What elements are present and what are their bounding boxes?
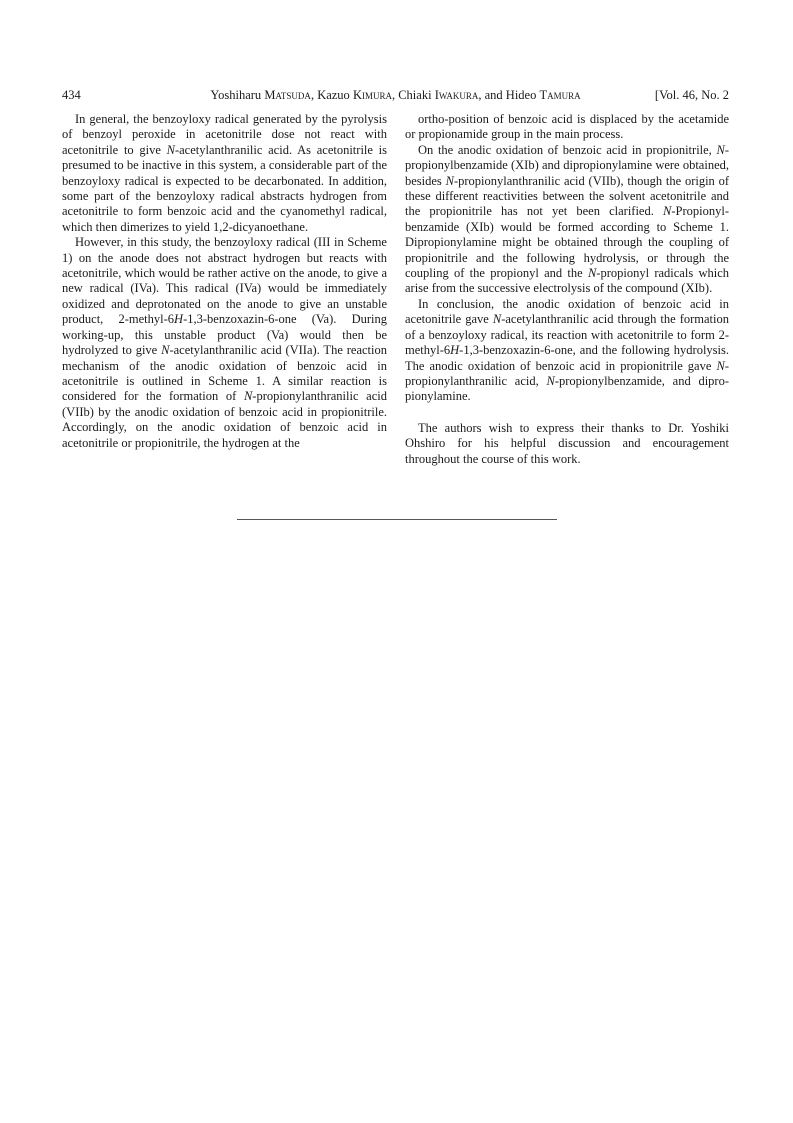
italic-text: N <box>166 142 175 157</box>
author-given-name: Yoshiharu <box>210 88 262 102</box>
text-run: -acetylanthranilic acid. As acetonitrile is presumed to be inactive in this system, a considerable part of the benzoyloxy radical is expected to be decarbonated. In addition, some part of the benzoyloxy radical abstracts hydrogen from acetonitrile to form benzoic acid and the cyanomethyl radical, which then dimerizes to yield 1,2-dicyanoethane. <box>62 142 387 234</box>
italic-text: N <box>587 266 597 281</box>
author-family-name: Matsuda <box>264 88 311 102</box>
text-run: -propionyl radicals which arise from the successive electrolysis of the compound (XIb). <box>405 266 729 296</box>
body-paragraph <box>62 235 387 451</box>
text-run: -acetylanthranilic acid through the formation of a benzoyloxy radical, its reaction with acetonitrile to form 2-methyl-6 <box>405 312 729 358</box>
text-run: ortho-position of benzoic acid is displaced by the acetamide or propionamide group in the main process. <box>405 112 729 142</box>
body-paragraph <box>405 297 729 405</box>
italic-text: N <box>161 343 170 358</box>
italic-text: N <box>546 373 555 388</box>
italic-text: N <box>445 173 454 188</box>
italic-text: N <box>716 142 725 157</box>
left-column <box>62 112 387 451</box>
text-run: -1,3-benzoxazin-6-one (Va). During working-up, this unstable product (Va) would then be hydrolyzed to give <box>62 312 387 358</box>
body-paragraph <box>405 143 729 297</box>
italic-text: N <box>663 204 672 219</box>
text-run: -acetylanthranilic acid (VIIa). The reaction mechanism of the anodic oxidation of benzoic acid in acetonitrile is outlined in Scheme 1. A similar reaction is considered for the formation of <box>62 343 387 404</box>
text-run: -Propionylbenzamide (XIb) would be formed according to Scheme 1. Dipropionylamine might be obtained through the coupling of propionitrile and the following hydrolysis, or through the coupling of the propionyl and the <box>405 204 729 281</box>
acknowledgment-paragraph: The authors wish to express their thanks to Dr. Yoshiki Ohshiro for his helpful discussion and encouragement throughout the course of this work. <box>405 420 729 466</box>
text-run: -propionylanthranilic acid, <box>405 358 729 388</box>
author-name <box>398 88 478 102</box>
author-name <box>506 88 581 102</box>
text-run: In general, the benzoyloxy radical generated by the pyrolysis of benzoyl peroxide in acetonitrile dose not react with acetonitrile to give <box>62 112 387 157</box>
author-given-name: Chiaki <box>398 88 432 102</box>
author-name <box>317 88 392 102</box>
italic-text: N <box>492 312 502 327</box>
text-run: On the anodic oxidation of benzoic acid in propionitrile, <box>418 142 717 157</box>
text-run: -propionylbenzamide (XIb) and dipropionylamine were obtained, besides <box>405 142 729 188</box>
journal-reference: [Vol. 46, No. 2 <box>654 88 729 102</box>
text-run: -propionylanthranilic acid (VIIb) by the anodic oxidation of benzoic acid in propionitrile. Accordingly, on the anodic oxidation of benzoic acid in acetonitrile or propionitrile, the hydrogen at the <box>62 389 387 450</box>
body-paragraph <box>62 112 387 235</box>
italic-text: N <box>243 389 253 404</box>
author-name <box>210 88 311 102</box>
italic-text: H <box>174 312 184 327</box>
author-given-name: Hideo <box>505 88 537 102</box>
right-column <box>405 112 729 467</box>
author-family-name: Iwakura <box>434 88 479 102</box>
end-rule <box>237 519 557 520</box>
author-family-name: Kimura <box>352 88 392 102</box>
text-run: In conclusion, the anodic oxidation of benzoic acid in acetonitrile gave <box>405 296 729 327</box>
body-paragraph <box>405 112 729 143</box>
text-run: -propionylbenzamide, and dipropionylamine. <box>405 373 729 404</box>
running-header <box>62 86 729 104</box>
italic-text: N <box>716 358 725 373</box>
italic-text: H <box>450 343 460 358</box>
page-number: 434 <box>62 88 81 102</box>
author-given-name: Kazuo <box>317 88 350 102</box>
text-run: However, in this study, the benzoyloxy radical (III in Scheme 1) on the anode does not abstract hydrogen but reacts with acetonitrile, which would be rather active on the anode, to give a new radical (IVa). This radical (IVa) would be immediately oxidized and deprotonated on the anode to give an unstable product, 2-methyl-6 <box>62 235 387 327</box>
author-family-name: Tamura <box>539 88 581 102</box>
text-run: -1,3-benzoxazin-6-one, and the following hydrolysis. The anodic oxidation of benzoic acid in propionitrile gave <box>405 343 729 373</box>
running-authors: Yoshiharu Matsuda, Kazuo Kimura, Chiaki Iwakura, and Hideo Tamura <box>210 88 581 102</box>
text-run: -propionylanthranilic acid (VIIb), though the origin of these different reactivities between the solvent acetonitrile and the propionitrile has not yet been clarified. <box>405 173 729 219</box>
